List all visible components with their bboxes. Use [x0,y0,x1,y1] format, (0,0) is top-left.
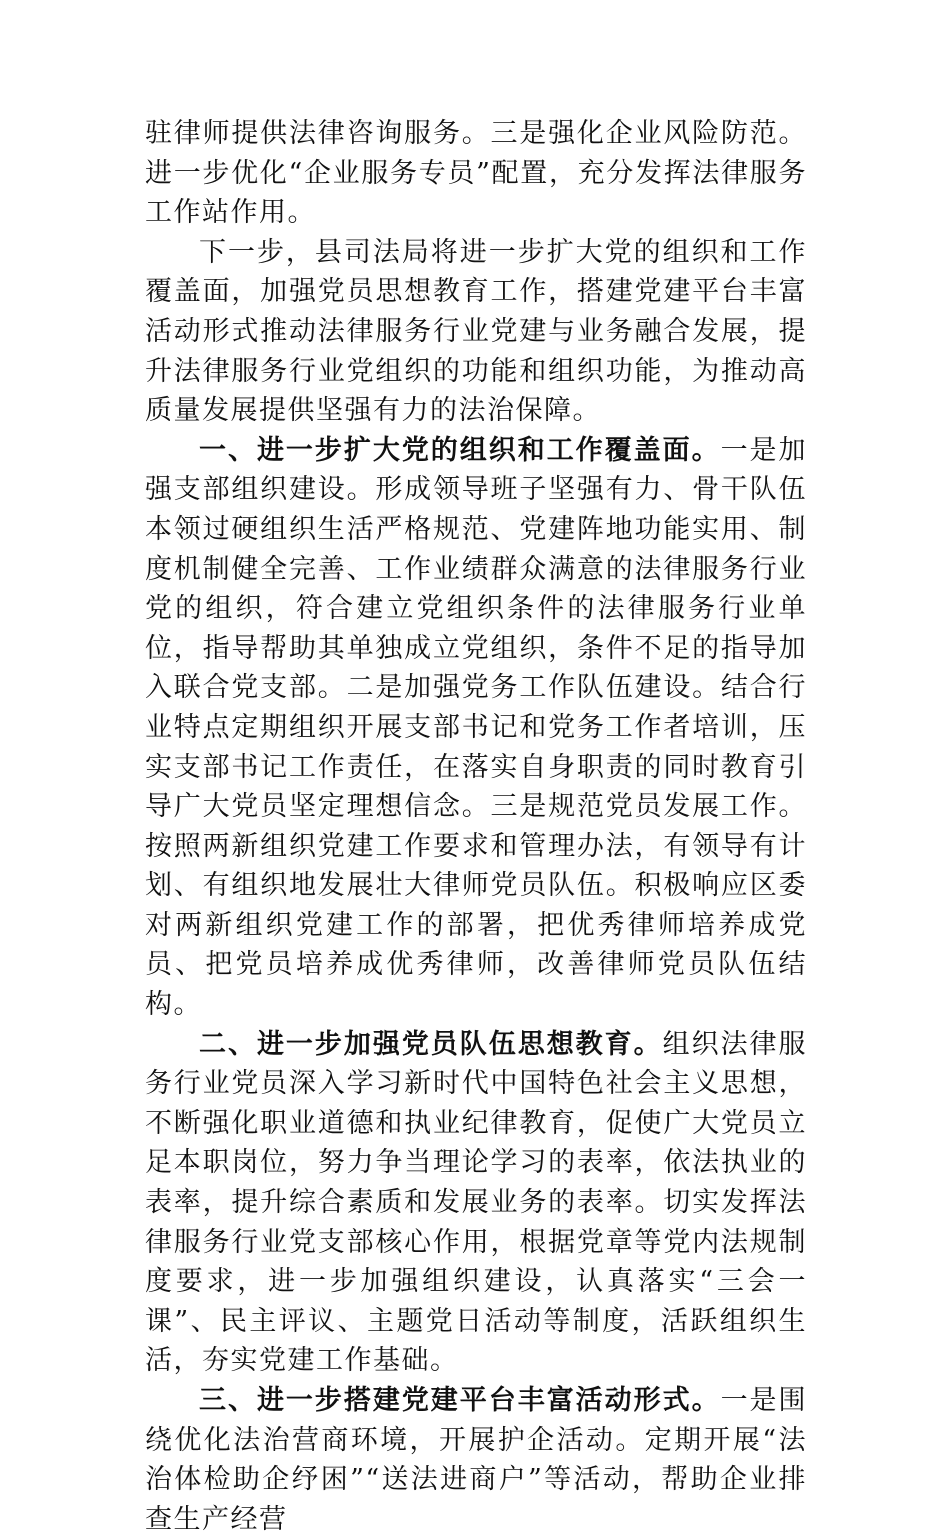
paragraph-continuation [145,114,807,233]
section-heading: 三、进一步搭建党建平台丰富活动形式。 [199,1385,721,1416]
paragraph-text: 一是围绕优化法治营商环境，开展护企活动。定期开展“法治体检助企纾困”“送法进商户”等活动，帮助企业排查生产经营 [145,1385,808,1535]
paragraph-section-2 [145,1025,807,1381]
paragraph-text: 一是加强支部组织建设。形成领导班子坚强有力、骨干队伍本领过硬组织生活严格规范、党建阵地功能实用、制度机制健全完善、工作业绩群众满意的法律服务行业党的组织，符合建立党组织条件的法律服务行业单位，指导帮助其单独成立党组织，条件不足的指导加入联合党支部。二是加强党务工作队伍建设。结合行业特点定期组织开展支部书记和党务工作者培训，压实支部书记工作责任，在落实自身职责的同时教育引导广大党员坚定理想信念。三是规范党员发展工作。按照两新组织党建工作要求和管理办法，有领导有计划、有组织地发展壮大律师党员队伍。积极响应区委对两新组织党建工作的部署，把优秀律师培养成党员、把党员培养成优秀律师，改善律师党员队伍结构。 [145,434,808,1021]
section-heading: 二、进一步加强党员队伍思想教育。 [199,1028,663,1060]
paragraph-text: 下一步，县司法局将进一步扩大党的组织和工作覆盖面，加强党员思想教育工作，搭建党建平台丰富活动形式推动法律服务行业党建与业务融合发展，提升法律服务行业党组织的功能和组织功能，为推动高质量发展提供坚强有力的法治保障。 [145,236,807,427]
paragraph-text: 组织法律服务行业党员深入学习新时代中国特色社会主义思想，不断强化职业道德和执业纪律教育，促使广大党员立足本职岗位，努力争当理论学习的表率，依法执业的表率，提升综合素质和发展业务的表率。切实发挥法律服务行业党支部核心作用，根据党章等党内法规制度要求，进一步加强组织建设，认真落实“三会一课”、民主评议、主题党日活动等制度，活跃组织生活，夯实党建工作基础。 [145,1028,808,1377]
paragraph-section-3 [145,1381,807,1539]
section-heading: 一、进一步扩大党的组织和工作覆盖面。 [199,434,721,466]
paragraph-text: 驻律师提供法律咨询服务。三是强化企业风险防范。进一步优化“企业服务专员”配置，充分发挥法律服务工作站作用。 [145,118,807,229]
paragraph-section-1 [145,431,807,1025]
paragraph-next-steps [145,233,807,431]
document-body [145,114,807,1539]
